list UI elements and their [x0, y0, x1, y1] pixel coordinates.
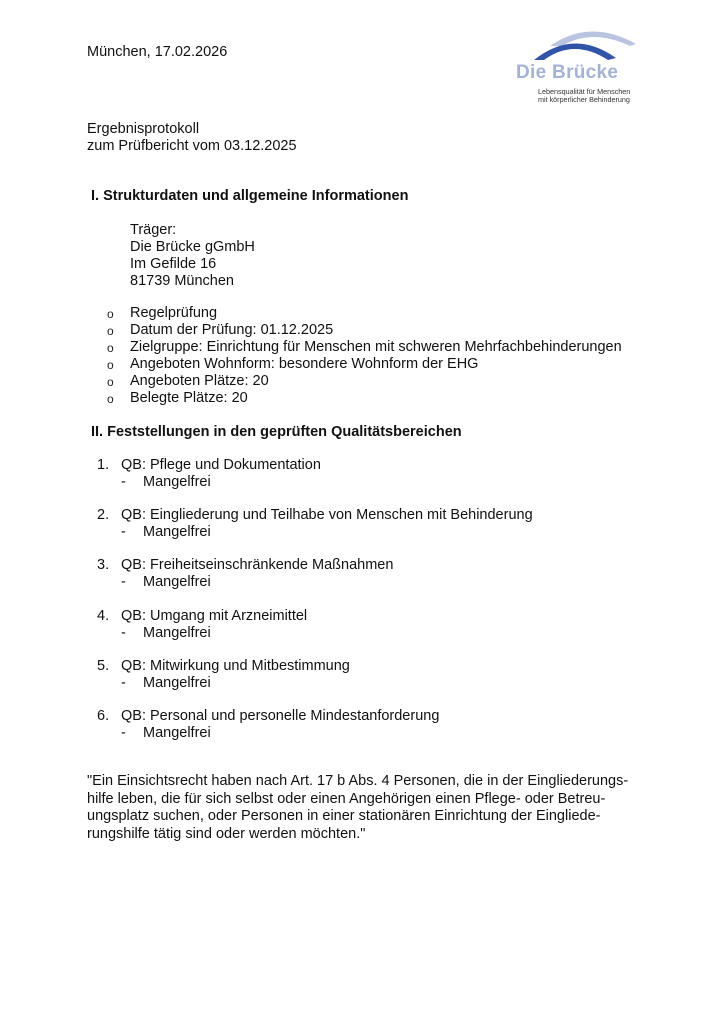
- item-number: 2.: [97, 507, 110, 523]
- quality-area-label: QB: Freiheitseinschränkende Maßnahmen: [121, 557, 394, 573]
- bullet-icon: o: [107, 341, 114, 355]
- bullet-icon: o: [107, 307, 114, 321]
- dash-icon: -: [121, 675, 126, 691]
- quality-area-result: Mangelfrei: [143, 625, 211, 641]
- logo-tagline-1: Lebensqualität für Menschen: [538, 87, 631, 96]
- quality-area-result: Mangelfrei: [143, 725, 211, 741]
- list-item: Datum der Prüfung: 01.12.2025: [130, 322, 334, 338]
- dash-icon: -: [121, 625, 126, 641]
- section1-heading: I. Strukturdaten und allgemeine Informationen: [91, 188, 409, 204]
- traeger-label: Träger:: [130, 222, 177, 238]
- document-subtitle: zum Prüfbericht vom 03.12.2025: [87, 138, 297, 154]
- quality-area-result: Mangelfrei: [143, 675, 211, 691]
- quote-line: hilfe leben, die für sich selbst oder einen Angehörigen einen Pflege- oder Betreu-: [87, 790, 606, 807]
- item-number: 1.: [97, 457, 110, 473]
- item-number: 6.: [97, 708, 110, 724]
- dash-icon: -: [121, 524, 126, 540]
- quality-area-label: QB: Umgang mit Arzneimittel: [121, 608, 308, 624]
- bullet-icon: o: [107, 324, 114, 338]
- logo-tagline-2: mit körperlicher Behinderung: [538, 95, 630, 104]
- quote-line: rungshilfe tätig sind oder werden möchten.": [87, 825, 366, 842]
- quality-area-result: Mangelfrei: [143, 474, 211, 490]
- quote-line: "Ein Einsichtsrecht haben nach Art. 17 b Abs. 4 Personen, die in der Eingliederungs-: [87, 773, 629, 789]
- section2-heading: II. Feststellungen in den geprüften Qualitätsbereichen: [91, 424, 462, 440]
- logo-brand-name: Die Brücke: [516, 62, 619, 83]
- dash-icon: -: [121, 725, 126, 741]
- bullet-icon: o: [107, 358, 114, 372]
- quality-area-result: Mangelfrei: [143, 574, 211, 590]
- list-item: Angeboten Wohnform: besondere Wohnform der EHG: [130, 356, 479, 372]
- list-item: Belegte Plätze: 20: [130, 390, 248, 406]
- legal-notice-quote: [87, 773, 647, 843]
- quality-area-label: QB: Mitwirkung und Mitbestimmung: [121, 658, 350, 674]
- place-date: München, 17.02.2026: [87, 44, 228, 60]
- list-item: Regelprüfung: [130, 305, 218, 321]
- traeger-street: Im Gefilde 16: [130, 256, 217, 272]
- item-number: 4.: [97, 608, 110, 624]
- document-title: Ergebnisprotokoll: [87, 121, 200, 137]
- quality-area-result: Mangelfrei: [143, 524, 211, 540]
- list-item: Zielgruppe: Einrichtung für Menschen mit schweren Mehrfachbehinderungen: [130, 339, 622, 355]
- traeger-name: Die Brücke gGmbH: [130, 239, 255, 255]
- dash-icon: -: [121, 474, 126, 490]
- bullet-icon: o: [107, 375, 114, 389]
- logo: [512, 24, 648, 104]
- list-item: Angeboten Plätze: 20: [130, 373, 269, 389]
- quality-area-label: QB: Pflege und Dokumentation: [121, 457, 321, 473]
- traeger-city: 81739 München: [130, 273, 234, 289]
- quality-area-label: QB: Eingliederung und Teilhabe von Menschen mit Behinderung: [121, 507, 533, 523]
- bullet-icon: o: [107, 392, 114, 406]
- item-number: 3.: [97, 557, 110, 573]
- quote-line: ungsplatz suchen, oder Personen in einer stationären Einrichtung der Eingliede-: [87, 808, 601, 824]
- dash-icon: -: [121, 574, 126, 590]
- item-number: 5.: [97, 658, 110, 674]
- quality-area-label: QB: Personal und personelle Mindestanforderung: [121, 708, 440, 724]
